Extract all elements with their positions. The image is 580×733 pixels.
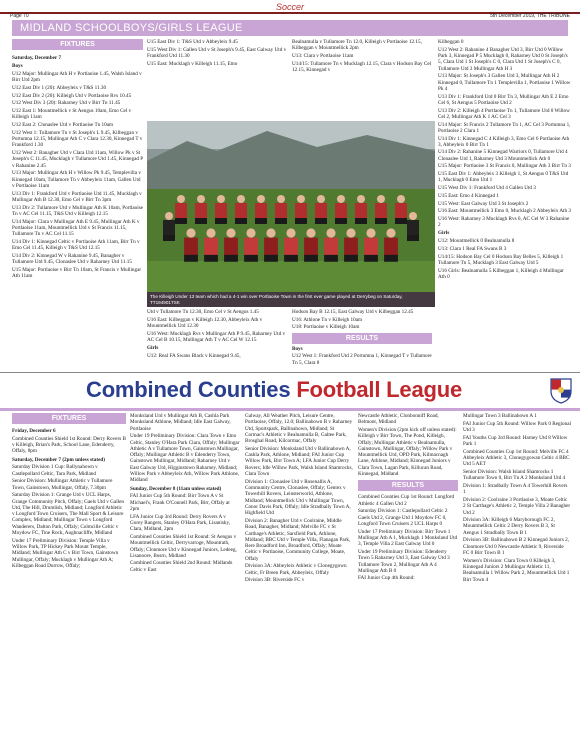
text-item: U14 Div 2: Kinnegad W v Rahanine 9.45, Banagher v Tullamore Utd 9.45, Clonaslee Utd v Raharney Utd 11.15 [12,252,132,266]
result-items [292,346,432,366]
fixtures-column [12,39,143,369]
league-crest-icon [550,378,572,404]
text-item: U14 Major: St Francis 2 Tullamore Tn 1, AC Cel 3 Portumna 1, Portlaoise 2 Clara 1 [438,121,571,134]
text-item: U12 East 1: Mountmellick v St Aengus 10am, Emo Cel v Killeigh 11am [12,108,132,121]
text-item: LFA Junior Cup 3rd Round: Derry Rovers A v Gorey Rangers, Stanley O'Hara Park, Lisanisky, Clara, Midland, 2pm [130,513,231,533]
text-item: U13 Div 1: Frankford Utd 0 Birr Tn 3, Mullingar Ath E 2 Emo Cel 6, St Aengus 5 Portlaoise Utd 2 [438,93,569,106]
text-item: U12: Mountmellick 0 Bealnamulla 8 [438,238,515,245]
fixtures-column-3-cont [292,309,432,369]
text-item: Division 3B: Ballinahown B 2 Kinnegad Juniors 2, Clonmore Utd 0 Newcastle Athletic 9, Riverside FC 0 Birr Town B 1 [463,537,570,557]
dateline: 5th December 2019, THE TRIBUNE [490,13,570,19]
text-item: U14/15: Tullamore Tn v Mucklagh 12.15, Clara v Hodson Bay Cel 12.15, Kinnegad v [292,60,432,73]
text-item: U15 West Div 1: Gallen Utd v St Joseph's 9.45, East Galway Utd v Frankford Utd 11.30 [147,46,287,59]
league-banner: MIDLAND SCHOOLBOYS/GIRLS LEAGUE [12,20,568,36]
text-item: U16 East: Mountmellick 3 Emo 0, Mucklagh 2 Abbeyleix Ath 3 [438,208,571,215]
fixtures-heading: FIXTURES [12,39,143,50]
text-item: U12: Real FA Swans Black v Kinnegad 9.45, [147,352,241,359]
text-item: Saturday Division 1: Grange Utd v UCL Harps, Grange Community Pitch, Offaly; Gaels Utd v Gallen Utd, The Hill, Drumlish, Midland; Longford Athletic v Longford Town Cruisers, The Mall Sport & Leisure Complex, Midland; Mullingar Town v Longford Wanderers, Dalton Park, Offaly; Colmcille Celtic v Moydow FC, Tine Rock, Aughnacliffe, Midland [12,492,124,537]
text-item: Under 17 Preliminary Division: Birr Town 1 Mullingar Ath A 1, Mucklagh 1 Monksland Utd 3, Temple Villa 2 East Galway Utd 0 [358,528,458,548]
text-item: Boys [12,63,23,70]
text-item: Division 1: Stradbally Town A 4 Towerhill Rovers 1 [463,482,568,496]
text-item: Senior Division: Monksland Utd v Ballinahown A, Cashla Park, Athlone, Midland; FAI Junior Cup Willow Park, Birr Town A; LFA Junior Cup Derry Rovers; Idle Willow Park, Walsh Island Shamrocks, Clara Town [245,445,353,478]
text-item: U16 West: Raharney 3 Mucklagh Rvs 0, AC Cel W 3 Rahanine 2 [438,215,570,229]
text-item: Combined Counties Shield 2nd Round: Midlands Celtic v East [130,560,233,573]
text-item: U14 Div 1: Kinnegad C 4 Killeigh 3, Emo Cel 6 Portlaoise Ath 3, Abbeyleix 0 Birr Tn 1 [438,135,570,148]
text-item: Bealnamulla v Tullamore Tn 12.0, Killeigh v Portlaoise 12.15, Kilbeggan v Mountmellick 2pm [292,39,422,52]
text-item: U15 Major: Portlaoise v Birr Tn 10am, St Francis v Mullingar Ath 11am [12,266,142,280]
s2-column-3 [245,413,353,731]
s2-fixtures-heading: FIXTURES [12,413,126,424]
text-item: Girls [147,345,159,352]
text-item: U13 Div 2: Killeigh 4 Portlaoise Tn 1, Tullamore Utd 0 Willow Cel 2, Mullingar Ath K 1 AC Cel 3 [438,107,570,120]
league-title [0,377,548,403]
fixtures-column-2-cont [147,309,287,369]
text-item: Senior Division: Mullingar Athletic v Tullamore Town, Gainstown, Mullingar, Offaly, 7.30pm [12,478,113,491]
text-item: Division 3A: Abbeyleix Athletic v Clonegygown Celtic, Fr Breen Park, Abbeyleix, Offaly [245,563,347,576]
text-item: Galway, All Weather Pitch, Leisure Centre, Portlaoise, Offaly, 12.0; Ballinahown B v Raharney Utd, Sportspark, Ballinahown, Midland; St Cormac's Athletic v Bealnamulla B, Galtee Park, Brosghal Road, Kilcormac, Offaly [245,413,353,445]
text-item: FAI Youths Cup 3rd Round: Harney Utd 8 Willow Park 1 [463,434,568,447]
league-title-part-2: Football League [296,377,462,402]
text-item: U15 East Div 1: Abbeyleix 3 Killeigh 1, St Aengus 0 T&S Utd 1, Mucklagh 0 Emo Utd 1 [438,171,569,184]
text-item: Newcastle Athletic, Clonbonniff Road, Belmont, Midland [358,413,439,426]
text-item: U14 Div 1: Kinnegad Celtic v Portlaoise Ath 11am, Birr Tn v Emo Cel 11.45, Killeigh v T&S Utd 12.15 [12,238,140,252]
text-item: Saturday Division 1 Cup: Ballynahown v Castlepollard Celtic, Tara Park, Midland [12,464,98,477]
text-item: Utd v Tullamore Tn 12.30, Emo Cel v St Aengus 1.45 [147,309,259,315]
text-item: Division 2: Banagher Utd v Coolraine, Middle Road, Banagher, Midland; Melville FC v St Carthage's Athletic, Sarsfield Park, Athlone, Midland; BBC Utd v Temple Villa, Flanagan Park, Rere Broadford Inn, Broadford, Offaly; Moate Celtic v Portlaoise, Community College, Moate, Offaly [245,517,351,562]
s2-column-5 [463,413,571,731]
text-item: U16 Girls: Bealnamulla 5 Kilbeggan 1, Killeigh 4 Mullingar Ath 0 [438,267,564,280]
text-item: U12 West 2: Rahanine 4 Banagher Utd 3, Birr Utd 0 Willow Park 3, Kinnegad P 5 Mucklagh 0, Raharney Utd 0 St Joseph's 5, Clara Utd 1 St Joseph's C 0, Clara Utd 1 St Joseph's C 0, Tullamore Utd 3 Mullingar Ath H 3 [438,46,568,72]
text-item: U12 East Div 1 (20): Abbeyleix v T&S 11.30 [12,84,107,91]
text-item: Combined Counties Shield 1st Round: St Aengus v Mountmellick Celtic, Derryvarroge, Mountrath, Offaly; Clonmore Utd v Kinnegad Juniors, Ledeeg, Lisanoore, Bosrn, Midland [130,533,237,559]
text-item: U13: Clara v Portlaoise 11am [292,52,354,59]
fixtures-column-2 [147,39,287,119]
text-item: U15 Major: Portlaoise 3 St Francis 0, Mullingar Ath 3 Birr Tn 3 [438,163,571,170]
text-item: Sunday, December 8 (11am unless stated) [130,485,222,492]
text-item: Senior Division: Walsh Island Shamrocks 1 Tullamore Town 0, Birr Tn A 2 Monksland Utd 4 [463,468,566,482]
text-item: U16 East: Kilbeggan v Killeigh 12.30, Abbeyleix Ath v Mountmellick Utd 12.30 [147,316,263,329]
photo-caption: The Killeigh Under 13 team which had a 4-1 win over Portlaoise Town in the first ever game played at Derrybeg on Saturday, TT194901TSK [147,292,435,307]
fixture-items [292,39,432,73]
text-item: U12 West 2: Banagher Utd v Clara Utd 11am, Willow Pk v St Joseph's C 11.45, Mucklagh v Tullamore Utd 1.45, Kinnegad P v Rahanine 2.45 [12,149,143,169]
s2-column-4 [358,413,458,731]
text-item: Monksland Utd v Mullingar Ath B, Cashla Park Monksland Athlone, Midland; Idle East Galway, Portlaoise [130,413,231,432]
text-item: U13 Major: St Joseph's 3 Gallen Utd 3, Mullingar Ath H 2 Kinnegad 0, Tullamore Tn 1 Templevilla 1, Portlaoise 1 Willow Pk 4 [438,73,571,92]
text-item: Hodson Bay B 12.15, East Galway Utd v Kilbeggan 12.45 [292,309,414,315]
text-item: U14 Major: Clara v Mullingar Ath E 9.45, Mullingar Ath K v Portlaoise 11am, Mountmellick Utd v St Francis 11.15, Tullamore Tn v AC Cel 11.15 [12,218,140,238]
text-item: Mullingar Town 3 Ballinahown A 1 [463,413,537,419]
text-item: Under 19 Preliminary Division: Edenderry Town 5 Raharney Utd 3, East Galway Utd 3 Tullamore Town 2, Mullingar Ath A 4 Mullingar Ath B 0 [358,548,450,574]
text-item: Under 17 Preliminary Division: Temple Villa v Willow Park, TP Hickey Park Mount Temple, Midland; Mullingar Ath C v Birr Town, Gainstown Mullingar, Offaly; Mucklagh v Mullingar Ath A; Kilbeggan Road Durrow, Offaly; [12,537,119,569]
section-title: Soccer [275,2,304,12]
text-item: FAI Junior Cup 5th Round: Willow Park 0 Regional Utd 3 [463,420,571,433]
text-item: Division 2: Coolraine 3 Portlaoise 3, Moate Celtic 2 St Carthage's Athletic 2, Temple Villa 2 Banagher Utd 2 [463,496,571,516]
text-item: Boys [292,345,303,352]
text-item: U14/15: Hodson Bay Cel 0 Hodson Bay Belles 5, Killeigh 1 Tullamore Tn 5, Mucklagh 3 East Galway Utd 5 [438,253,564,266]
text-item: U15 West: East Galway Utd 3 St Joseph's 2 [438,200,529,207]
text-item: U15 West Div 1: Frankford Utd 4 Gallen Utd 3 [438,185,536,192]
text-item: U15 East: Emo 4 Kinnegad 1 [438,192,499,199]
fixture-items [292,309,432,331]
text-item: U12 East 2: Clonaslee Utd v Portlaoise Tn 10am [12,122,114,129]
text-item: Girls [438,230,450,237]
text-item: U15 East Div 1: T&S Utd v Abbeyleix 9.45 [147,39,238,45]
text-item: U13 Div 2: Tullamore Utd v Mullingar Ath K 10am, Portlaoise Tn v AC Cel 11.15, T&S Utd v Killeigh 12.15 [12,204,143,217]
text-item: Division 1: Clonaslee Utd v Rosenallis A, Community Centre, Clonaslee, Offaly; Gentex v Towerhill Rovers, Leinsterworld, Athlone, Midland; Mountmellick Utd v Mullingar Town, Conor Davis Park, Offaly; Idle Stradbally Town A, Highfield Utd [245,478,351,517]
result-items [438,39,572,280]
s2-fixtures-column [12,413,126,731]
text-item: Kilbeggan 0 [438,39,464,45]
fixtures-date: Saturday, December 7 [12,55,62,61]
text-item: U16 West: Mucklagh Rvs v Mullingar Ath P 9.45, Raharney Utd v AC Cel B 10.15, Mullingar Ath T v AC Cel W 12.15 [147,330,286,343]
text-item: U16: Athlone Tn v Killeigh 10am [292,316,363,323]
results-heading: RESULTS [292,333,432,344]
text-item: U15 East: Mucklagh v Killeigh 11.15, Emo [147,60,238,67]
text-item: U12 East Div 2 (20): Killeigh Utd v Portlaoise Rvs 10.45 [12,92,132,99]
text-item: U13 Div 1: Frankford Utd v Portlaoise Utd 11.45, Mucklagh v Mullingar Ath B 12.30, Emo Cel v Birr Tn 3pm [12,190,142,203]
text-item: Division 3B: Riverside FC v [245,577,305,584]
fixture-items [12,63,143,279]
team-photo [147,121,435,307]
page-number: Page 70 [10,13,29,19]
fixture-items [358,413,458,477]
text-item: Saturday Division 1: Castlepollard Celtic 2 Gaels Utd 2, Grange Utd 1 Moydow FC 0, Longford Town Cruisers 2 UCL Harps 0 [358,508,448,527]
text-item: U12 West 1: Tullamore Tn v St Joseph's L 9.45, Kilbeggan v Portumna 12.15, Mullingar Ath C v Clara 12.30, Kinnegad T v Frankford 1.30 [12,129,143,149]
text-item: U12 West Div 3 (20): Raharney Utd v Birr Tn 11.45 [12,100,121,107]
fixture-items [147,39,287,67]
text-item: Combined Counties Cup 1st Round: Melville FC 4 Abbeyleix Athletic 3, Clonegygowan Celtic 4 BBC Utd 5 AET [463,448,570,468]
text-item: Division 3A: Killeigh 6 Maryborough FC 2, Mountmellick Celtic 2 Derry Rovers B 3, St Aengus 1 Stradbally Town B 1 [463,517,555,536]
text-item: U14 Div 2: Rahanine 5 Kinnegad Warriors 0, Tullamore Utd 4 Clonaslee Utd 1, Raharney Utd 3 Mountmellick Ath 0 [438,149,568,162]
s2-results-heading: RESULTS [358,480,458,491]
text-item: FAI Junior Cup 4th Round: [358,575,415,582]
text-item: Saturday, December 7 (2pm unless stated) [12,456,105,463]
text-item: Under 19 Preliminary Division: Clara Town v Emo Celtic, Stanley O'Hara Park Clara, Offaly; Mullingar Athletic A v Tullamore Town, Gainstown Mullingar, Offaly; Mullingar Athletic B v Edenderry Town, Gainstown Mullingar, Midland; Raharney Utd v East Galway Utd, Higginstown Raharney, Midland; Willow Park v Abbeyleix Ath, Willow Park Athlone, Midland [130,433,240,484]
section-divider [0,372,580,373]
results-column [438,39,572,369]
text-item: Combined Counties Shield 1st Round: Derry Rovers B v Killeigh, Brian's Park, School Lane, Edenderry, Offaly, 8pm [12,435,126,455]
text-item: U12 West 1: Frankford Utd 2 Portumna 1, Kinnegad T v Tullamore Tn 5, Clara 8 [292,353,432,366]
text-item: Women's Division (2pm kick off unless stated): Killeigh v Birr Town, The Pond, Killeigh, Offaly; Mullingar Athletic v Bealnamulla, Gainstown, Mullingar, Offaly; Willow Park v Mountmellick Utd, OPD Park, Kilmacnagh Lane, Athlone, Midland; Kinnegad Juniors v Clara Town, Lagan Park, Killucan Road, Kinnegad, Midland [358,426,457,478]
text-item: Combined Counties Cup 1st Round: Longford Athletic 4 Gallen Utd 2 [358,494,455,507]
text-item: U12 Major: Mullingar Ath H v Portlaoise 1.45, Walsh Island v Birr Utd 2pm [12,70,142,84]
text-item: U18: Portlaoise v Killeigh 10am [292,324,360,331]
s2-column-2 [130,413,240,731]
text-item: U13: Clara 1 Real FA Swans B 3 [438,245,507,252]
text-item: Women's Division: Clara Town 0 Killeigh 3, Kinnegad Juniors 2 Mullingar Athletic 11, Bealnamulla 1 Willow Park 2, Mountmellick Utd 1 Birr Town 4 [463,557,570,583]
fixtures-list [12,53,143,369]
result-items [358,494,458,581]
text-item: Friday, December 6 [12,428,56,434]
fixtures-column-3 [292,39,432,119]
text-item: FAI Junior Cup 5th Round: Birr Town A v St Michael's, Frank O'Connell Park, Birr, Offaly at 2pm [130,493,230,512]
fixture-items [147,309,287,359]
league-title-part-1: Combined Counties [86,377,291,402]
text-item: U13 Major: Mullingar Ath H v Willow Pk 9.45, Templevilla v Kinnegad 10am, Tullamore Tn v Abbeyleix 11am, Gallen Utd v Portlaoise 11am [12,170,141,189]
fixture-items [12,426,126,731]
